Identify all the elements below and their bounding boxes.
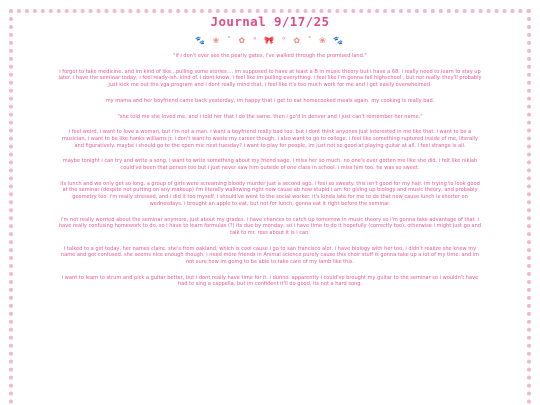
quote-paragraph: "if i don't ever see the pearly gates, i've walked through the promised land.": [173, 53, 367, 59]
journal-paragraph: its lunch and we only get so long, a group of girls were screaming bloody murder just a second ago. i feel so sweaty. this isn't good for my hair. im trying to look good at the seminar (despite not putting on any makeup) i'm literally wallowing right now cause ab how stupid i am for giving up biology and music theory, and probably geometry too. i'm really stressed, and i did it too myself. i should've went to the social worker. it's kinda late for me to do that now cause lunch is shorter on wednesdays. i brought an apple to eat, but not for lunch, gonna eat it right before the seminar.: [60, 180, 480, 207]
sparkle-icon: ˚: [226, 36, 233, 45]
paw-icon: 🐾: [195, 36, 207, 45]
quote-paragraph: "she told me she loved me, and i told her that i do the same. then i go'd in denver and i just can't remember her name.": [117, 113, 423, 120]
sparkle-icon: °: [281, 36, 288, 45]
journal-paragraph: i want to learn to strum and pick a guitar better, but i dont really have time for it. i dunno. apparently i could've brought my guitar to the seminar so i wouldn't have had to sing a cappella, but im confident it'll do good, its not a hard song.: [61, 274, 479, 288]
flower-icon: ✿: [293, 36, 302, 45]
journal-paragraph: i forgot to take medicine, and im kind of like...pulling some stories.... im supposed to have at least a B in music theory but i have a 68. i really need to learn to stay up later. i have the seminar today, i feel ready-ish. kind of. i dont know, i feel like im pulling everything. i feel like i'm gonna fail highschool , but not really. they'll probably just kick me out the vga program and i dont really mind that, i feel like it's too much work for me and i get easily overwhelmed.: [58, 68, 482, 89]
journal-page: [58, 14, 482, 297]
journal-paragraph: i talked to a girl today, her names claire. she's from oakland, which is cool cause i go to san francisco alot. i have biology with her too, i didn't realize she knew my name and got confused. she seems nice enough though. i need more friends in Animal science purely cause this choir stuff is gonna take up a lot of my time. and im not sure how im going to be able to take care of my lamb like this.: [60, 245, 480, 266]
sparkle-icon: ˚: [307, 36, 314, 45]
flower-icon: ❀: [212, 36, 221, 45]
journal-paragraph: maybe tonight i can try and write a song, i want to write something about my friend sage. i miss her so much. no one's ever gotten me like she did. i felt like niklah could've been that person too but i just never saw him outside of one class in school. i miss him too. he was so sweet.: [62, 158, 478, 172]
journal-paragraph: my mama and her boyfriend came back yesterday, im happy that i get to eat homecooked meals again. my cooking is really bad.: [105, 97, 435, 104]
sparkle-icon: °: [252, 36, 259, 45]
decorative-divider: [58, 36, 482, 46]
journal-paragraph: i'm not really worried about the seminar anymore, just about my grades. i have chances to catch up tomorrow in music theory so i'm gonna take advantage of that. i have really confusing homework to do, so i have to learn formulas (?) its due by monday, so i have time to do it hopefully (correctly too). otherwise i might just go and talk to mr. ross about it is i can.: [58, 216, 482, 236]
journal-paragraph: i feel weird, i want to love a woman, but i'm not a man. i want a boyfriend really bad too, but i dont think anyones just interested in me like that. i want to be a musician, i want to be like hanks williams jr. i don't want to waste my career though, i also want to go to college. i feel like something ruptured inside of me, literally and figuratively. maybe i should go to the open mic next tuesday? i want to play for people, im just not so good at playing guitar at all. i feel strange is all.: [61, 129, 479, 149]
bow-icon: 🎀: [264, 36, 276, 45]
flower-icon: ❀: [319, 36, 328, 45]
flower-icon: ✿: [238, 36, 247, 45]
paw-icon: 🐾: [333, 36, 345, 45]
journal-title: Journal 9/17/25: [210, 14, 330, 29]
